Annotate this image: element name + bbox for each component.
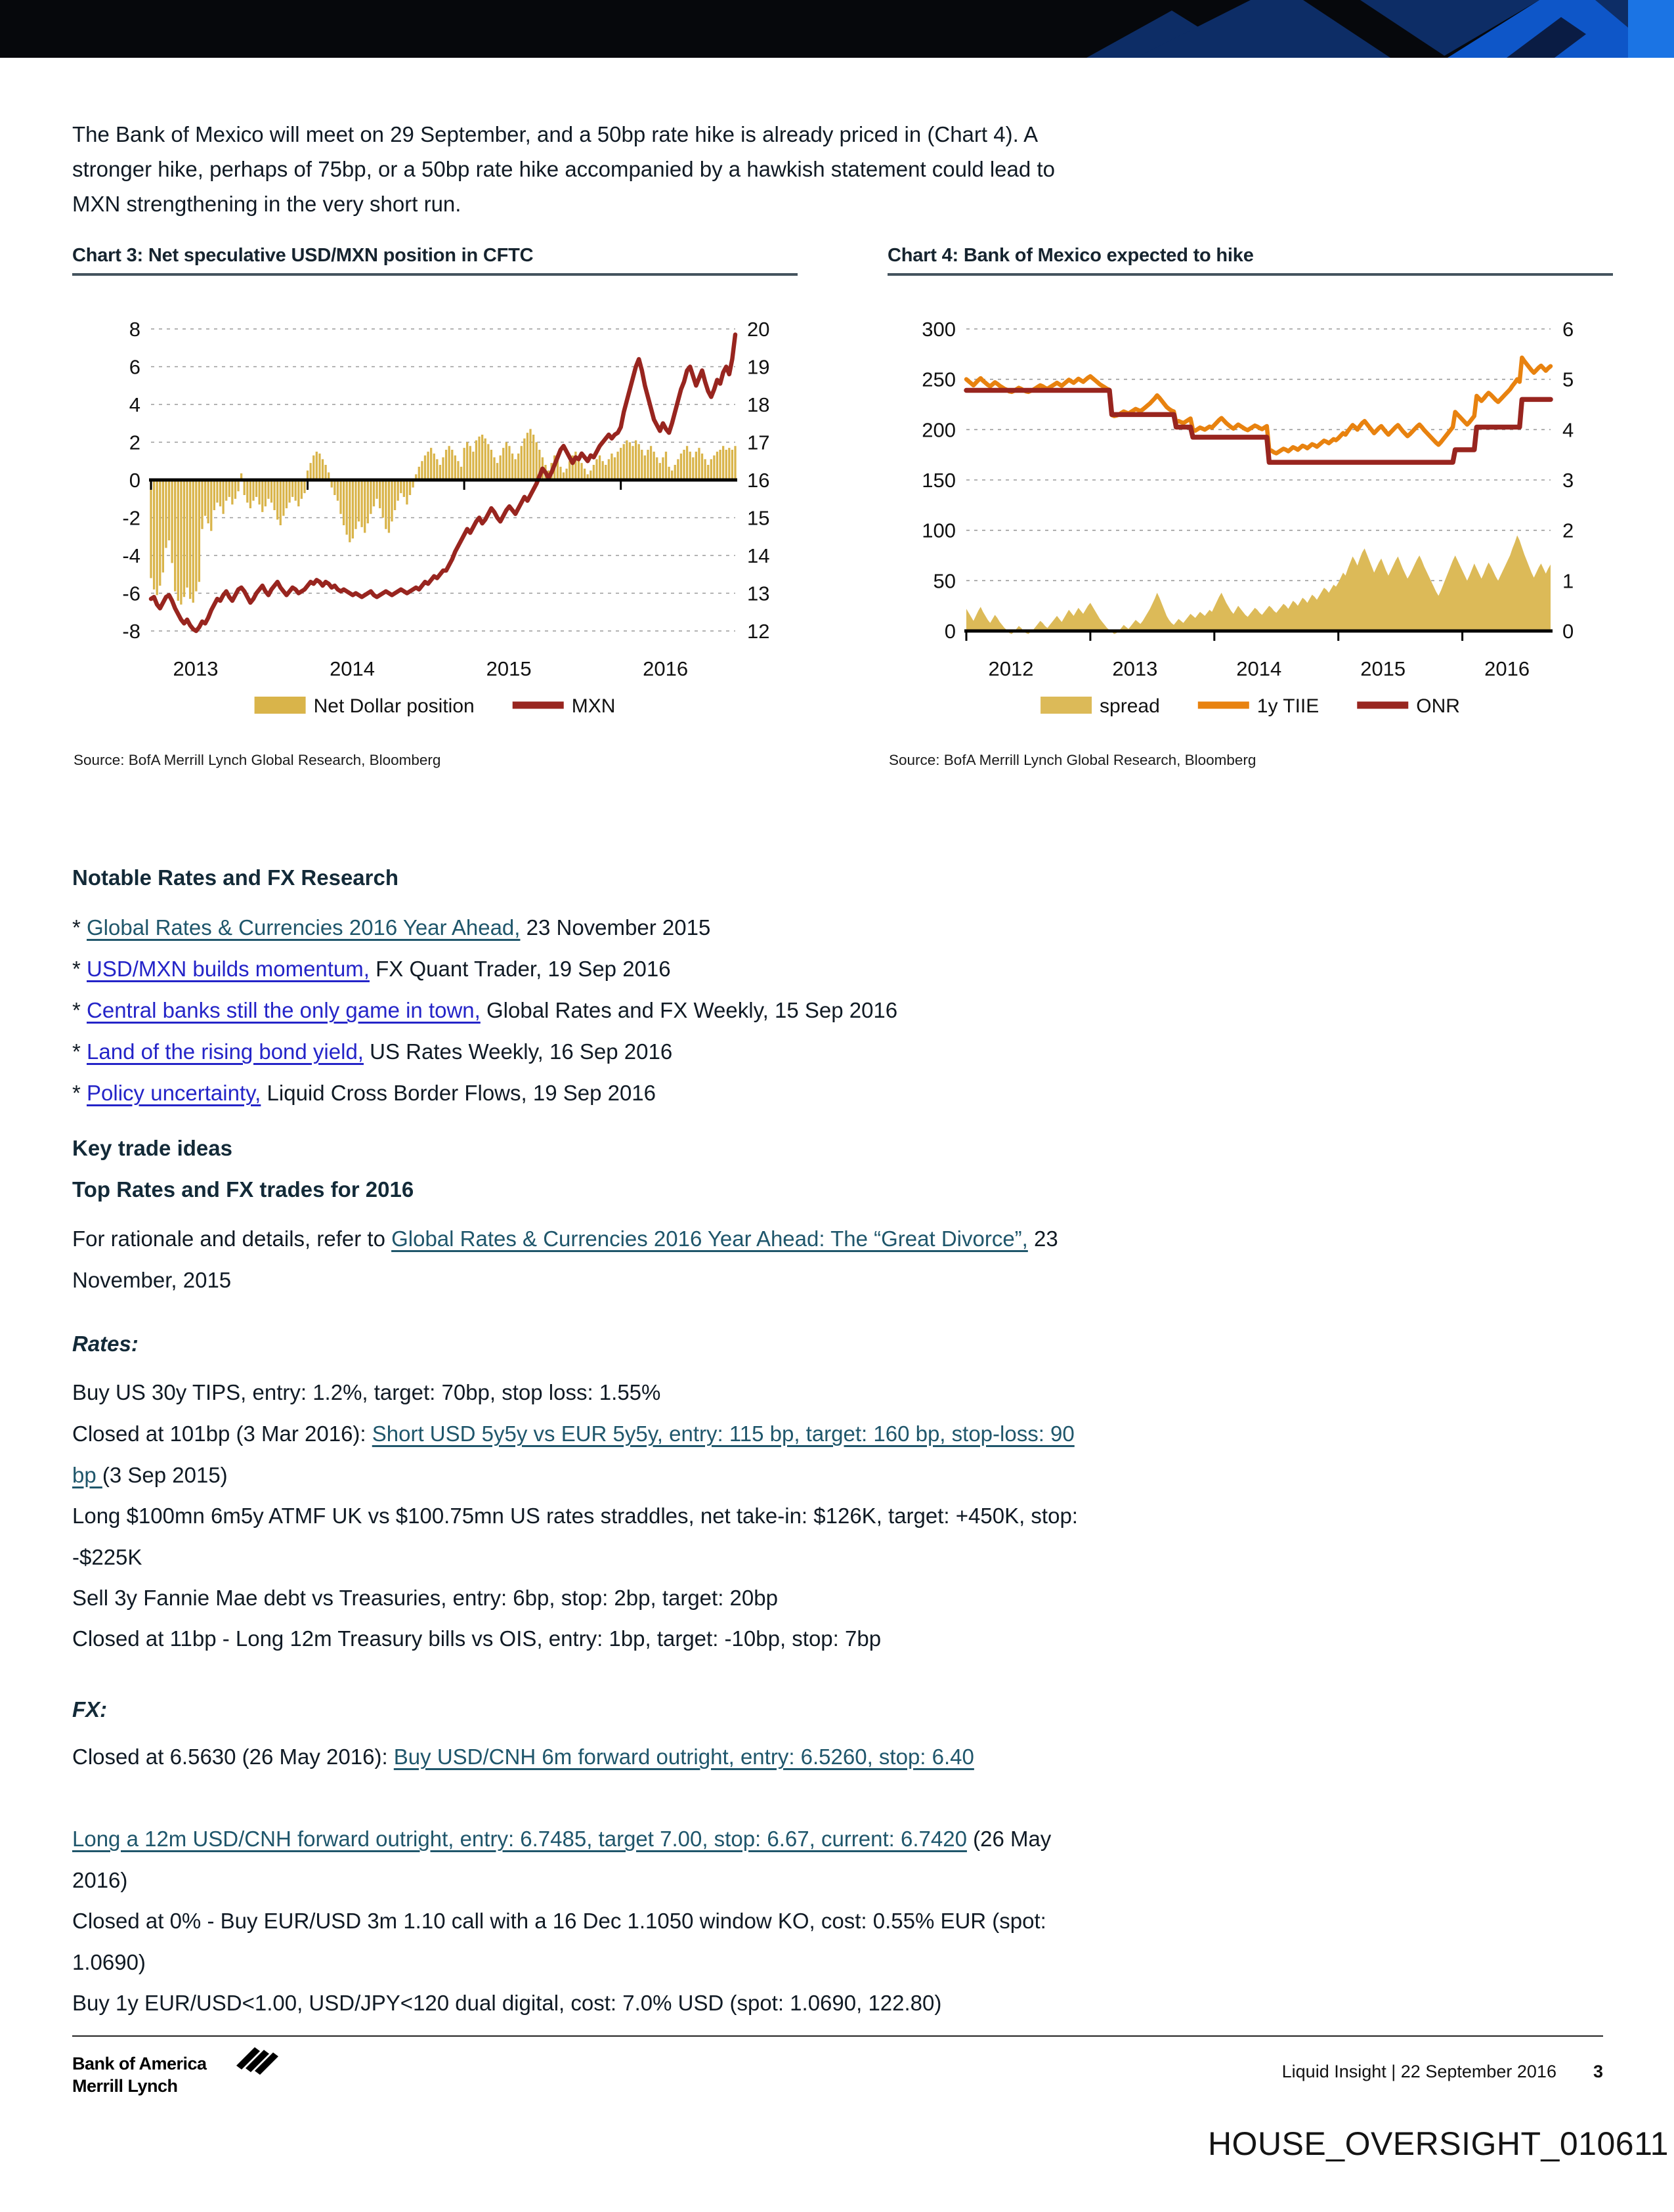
- left-axis-label: -6: [122, 582, 140, 605]
- chart3-title: Chart 3: Net speculative USD/MXN position in CFTC: [72, 245, 798, 276]
- legend-label: spread: [1100, 695, 1160, 717]
- research-item: [72, 949, 1103, 990]
- banner-pattern-graphic: [0, 0, 1674, 58]
- fx-line: [72, 1983, 1103, 2024]
- research-item: [72, 907, 1103, 949]
- net-dollar-position-series: [150, 429, 736, 604]
- chart3-section: [72, 245, 798, 777]
- right-axis-label: 5: [1562, 368, 1574, 391]
- text-run: Closed at 6.5630 (26 May 2016):: [72, 1745, 394, 1769]
- top-banner: [0, 0, 1674, 58]
- right-axis-label: 15: [747, 506, 770, 530]
- text-run: For rationale and details, refer to: [72, 1226, 392, 1251]
- bates-stamp: HOUSE_OVERSIGHT_010611: [1207, 2125, 1669, 2162]
- left-axis-label: 0: [944, 620, 956, 643]
- left-axis-label: 2: [129, 431, 140, 454]
- rates-line: [72, 1618, 1103, 1660]
- right-axis-label: 2: [1562, 519, 1574, 542]
- fx-line: [72, 1819, 1103, 1901]
- chart-legend: [1041, 695, 1460, 717]
- left-axis-label: 4: [129, 393, 140, 416]
- x-axis-year-label: 2016: [1484, 657, 1530, 680]
- research-item: [72, 1031, 1103, 1073]
- left-axis-label: 150: [922, 469, 956, 492]
- x-axis-year-label: 2012: [988, 657, 1034, 680]
- text-run: Buy 1y EUR/USD<1.00, USD/JPY<120 dual digital, cost: 7.0% USD (spot: 1.0690, 122.80): [72, 1991, 942, 2015]
- logo-line2: Merrill Lynch: [72, 2076, 178, 2096]
- chart3-figure: [72, 282, 798, 741]
- text-run: *: [72, 1081, 87, 1105]
- inline-link[interactable]: Buy USD/CNH 6m forward outright, entry: 6.5260, stop: 6.40: [393, 1745, 974, 1769]
- inline-link[interactable]: Global Rates & Currencies 2016 Year Ahead,: [87, 915, 521, 940]
- text-run: (3 Sep 2015): [102, 1462, 228, 1487]
- top-trades-heading: Top Rates and FX trades for 2016: [72, 1177, 414, 1202]
- text-run: 23 November, 2015: [72, 1226, 1058, 1292]
- fx-line: [72, 1901, 1103, 1983]
- left-axis-label: 50: [933, 569, 956, 593]
- right-axis-label: 4: [1562, 418, 1574, 442]
- text-run: Global Rates and FX Weekly, 15 Sep 2016: [480, 998, 898, 1022]
- page-number: 3: [1593, 2062, 1603, 2081]
- rates-line: [72, 1372, 1103, 1414]
- text-run: Liquid Cross Border Flows, 19 Sep 2016: [261, 1081, 656, 1105]
- right-axis-label: 1: [1562, 569, 1574, 593]
- left-axis-label: 100: [922, 519, 956, 542]
- logo-line1: Bank of America: [72, 2054, 207, 2073]
- chart4-section: [888, 245, 1613, 777]
- text-run: *: [72, 957, 87, 981]
- right-axis-label: 19: [747, 355, 770, 379]
- right-axis-label: 6: [1562, 318, 1574, 341]
- text-run: *: [72, 998, 87, 1022]
- text-run: Closed at 0% - Buy EUR/USD 3m 1.10 call with a 16 Dec 1.1050 window KO, cost: 0.55% EUR (spot: 1.0690): [72, 1909, 1046, 1974]
- legend-label: ONR: [1416, 695, 1460, 717]
- left-axis-label: -2: [122, 506, 140, 530]
- text-run: 23 November 2015: [520, 915, 711, 940]
- bofa-flag-icon: [235, 2046, 284, 2083]
- fx-heading: FX:: [72, 1697, 108, 1722]
- text-run: Sell 3y Fannie Mae debt vs Treasuries, entry: 6bp, stop: 2bp, target: 20bp: [72, 1586, 778, 1610]
- text-run: Long $100mn 6m5y ATMF UK vs $100.75mn US rates straddles, net take-in: $126K, target: +450K, stop: -$225K: [72, 1504, 1078, 1569]
- footer-divider: [72, 2035, 1603, 2037]
- chart3-source: Source: BofA Merrill Lynch Global Research, Bloomberg: [74, 752, 441, 768]
- inline-link[interactable]: Policy uncertainty,: [87, 1081, 261, 1105]
- text-run: *: [72, 1039, 87, 1064]
- x-axis-year-label: 2013: [1112, 657, 1158, 680]
- x-axis-year-label: 2015: [486, 657, 532, 680]
- text-run: Buy US 30y TIPS, entry: 1.2%, target: 70bp, stop loss: 1.55%: [72, 1380, 661, 1404]
- inline-link[interactable]: Central banks still the only game in town,: [87, 998, 481, 1022]
- left-axis-label: 200: [922, 418, 956, 442]
- inline-link[interactable]: Short USD 5y5y vs EUR 5y5y, entry: 115 bp, target: 160 bp, stop-loss: 90 bp: [72, 1421, 1075, 1487]
- footer-right: [1282, 2062, 1603, 2082]
- text-run: Closed at 11bp - Long 12m Treasury bills vs OIS, entry: 1bp, target: -10bp, stop: 7bp: [72, 1626, 882, 1651]
- fx-line: [72, 1737, 1103, 1778]
- inline-link[interactable]: USD/MXN builds momentum,: [87, 957, 370, 981]
- right-axis-label: 13: [747, 582, 770, 605]
- right-axis-label: 14: [747, 544, 770, 567]
- rates-heading: Rates:: [72, 1332, 139, 1356]
- legend-label: MXN: [571, 695, 616, 717]
- left-axis-label: 300: [922, 318, 956, 341]
- text-run: *: [72, 915, 87, 940]
- text-run: US Rates Weekly, 16 Sep 2016: [363, 1039, 673, 1064]
- left-axis-label: 250: [922, 368, 956, 391]
- right-axis-label: 18: [747, 393, 770, 416]
- text-run: (26 May 2016): [72, 1827, 1052, 1892]
- rates-line: [72, 1414, 1103, 1496]
- publication-date: Liquid Insight | 22 September 2016: [1281, 2062, 1556, 2081]
- inline-link[interactable]: Land of the rising bond yield,: [87, 1039, 364, 1064]
- rates-line: [72, 1496, 1103, 1578]
- right-axis-label: 12: [747, 620, 770, 643]
- left-axis-label: 0: [129, 469, 140, 492]
- bofa-merrill-logo: [72, 2052, 207, 2097]
- left-axis-label: 8: [129, 318, 140, 341]
- intro-paragraph: The Bank of Mexico will meet on 29 September, and a 50bp rate hike is already priced in (Chart 4). A stronger hike, perhaps of 75bp, or a 50bp rate hike accompanied by a hawkish statement could lead to MXN strengthening in the very short run.: [72, 122, 1055, 216]
- chart-legend: [255, 695, 616, 717]
- inline-link[interactable]: Long a 12m USD/CNH forward outright, entry: 6.7485, target 7.00, stop: 6.67, current: 6.7420: [72, 1827, 967, 1851]
- key-trades-paragraph: [72, 1219, 1103, 1301]
- notable-research-heading: Notable Rates and FX Research: [72, 865, 398, 890]
- x-axis-year-label: 2015: [1360, 657, 1406, 680]
- text-run: FX Quant Trader, 19 Sep 2016: [369, 957, 671, 981]
- spread-series: [966, 535, 1551, 634]
- inline-link[interactable]: Global Rates & Currencies 2016 Year Ahead: The “Great Divorce”,: [391, 1226, 1028, 1251]
- key-trade-ideas-heading: Key trade ideas: [72, 1136, 232, 1160]
- right-axis-label: 3: [1562, 469, 1574, 492]
- right-axis-label: 0: [1562, 620, 1574, 643]
- x-axis-year-label: 2016: [643, 657, 689, 680]
- research-item: [72, 1073, 1103, 1114]
- chart4-figure: [888, 282, 1613, 741]
- x-axis-year-label: 2014: [330, 657, 376, 680]
- left-axis-label: -4: [122, 544, 140, 567]
- rates-line: [72, 1578, 1103, 1619]
- left-axis-label: 6: [129, 355, 140, 379]
- text-run: Closed at 101bp (3 Mar 2016):: [72, 1421, 372, 1446]
- left-axis-label: -8: [122, 620, 140, 643]
- chart4-title: Chart 4: Bank of Mexico expected to hike: [888, 245, 1613, 276]
- x-axis-year-label: 2014: [1236, 657, 1282, 680]
- research-item: [72, 990, 1103, 1031]
- chart4-source: Source: BofA Merrill Lynch Global Research, Bloomberg: [889, 752, 1256, 768]
- legend-label: Net Dollar position: [313, 695, 475, 717]
- right-axis-label: 17: [747, 431, 770, 454]
- right-axis-label: 16: [747, 469, 770, 492]
- x-axis-year-label: 2013: [173, 657, 219, 680]
- right-axis-label: 20: [747, 318, 770, 341]
- legend-label: 1y TIIE: [1256, 695, 1320, 717]
